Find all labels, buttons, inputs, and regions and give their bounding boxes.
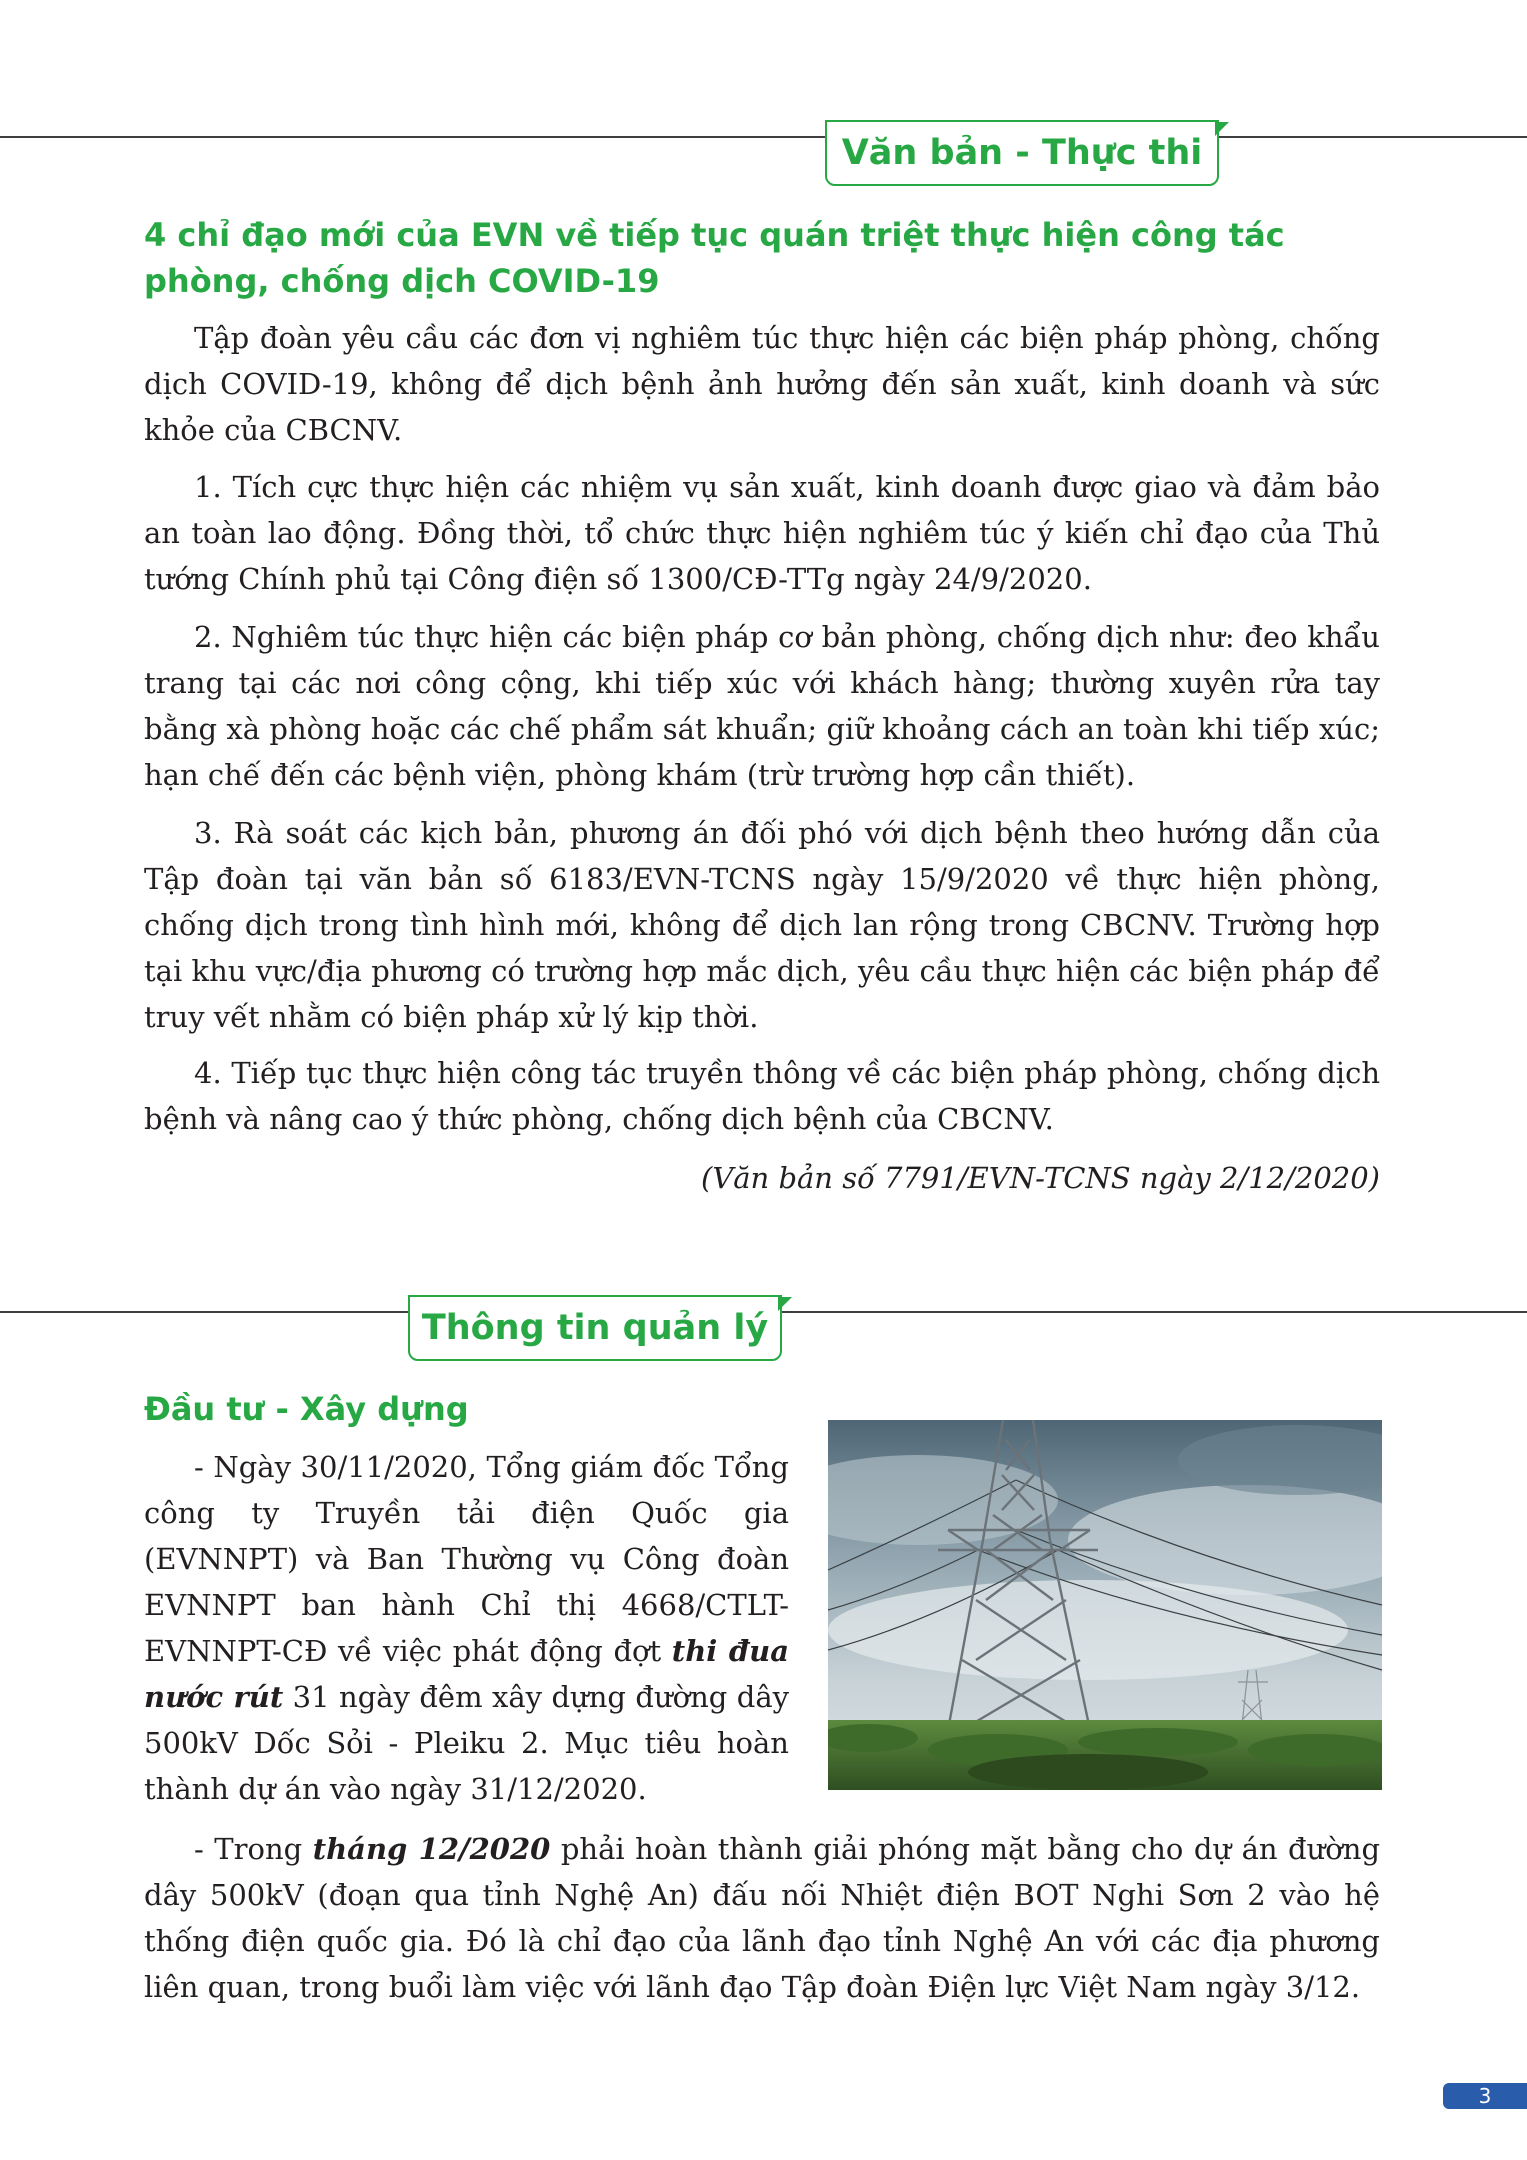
- page-number: 3: [1478, 2084, 1492, 2108]
- emphasis-text: tháng 12/2020: [312, 1832, 551, 1866]
- transmission-tower-photo: [828, 1420, 1382, 1790]
- section-label-text: Văn bản - Thực thi: [841, 133, 1203, 173]
- section-rule-top: [0, 136, 1527, 138]
- paragraph-text: phải hoàn thành giải phóng mặt bằng cho dự án đường dây 500kV (đoạn qua tỉnh Nghệ An) đấu nối Nhiệt điện BOT Nghi Sơn 2 vào hệ thống điện quốc gia. Đó là chỉ đạo của lãnh đạo tỉnh Nghệ An với các địa phương liên quan, trong buổi làm việc với lãnh đạo Tập đoàn Điện lực Việt Nam ngày 3/12.: [144, 1832, 1381, 2004]
- paragraph-text: 31 ngày đêm xây dựng đường dây 500kV Dốc Sỏi - Pleiku 2. Mục tiêu hoàn thành dự án vào ngày 31/12/2020.: [144, 1680, 789, 1806]
- directive-item-4: 4. Tiếp tục thực hiện công tác truyền thông về các biện pháp phòng, chống dịch bệnh và nâng cao ý thức phòng, chống dịch bệnh của CBCNV.: [144, 1056, 1380, 1136]
- section-label-van-ban: [825, 120, 1219, 186]
- section-label-thong-tin: [408, 1295, 782, 1361]
- paragraph-text: - Trong: [194, 1832, 313, 1866]
- directive-item-3: 3. Rà soát các kịch bản, phương án đối phó với dịch bệnh theo hướng dẫn của Tập đoàn tại văn bản số 6183/EVN-TCNS ngày 15/9/2020 về thực hiện phòng, chống dịch trong tình hình mới, không để dịch lan rộng trong CBCNV. Trường hợp tại khu vực/địa phương có trường hợp mắc dịch, yêu cầu thực hiện các biện pháp để truy vết nhằm có biện pháp xử lý kịp thời.: [144, 816, 1380, 1034]
- emphasis-text: thi đua nước rút: [144, 1634, 789, 1714]
- tab-notch-decoration: [778, 1297, 792, 1311]
- paragraph-text: - Ngày 30/11/2020, Tổng giám đốc Tổng công ty Truyền tải điện Quốc gia (EVNNPT) và Ban Thường vụ Công đoàn EVNNPT ban hành Chỉ thị 4668/CTLT-EVNNPT-CĐ về việc phát động đợt: [144, 1450, 789, 1668]
- source-citation: (Văn bản số 7791/EVN-TCNS ngày 2/12/2020): [701, 1161, 1380, 1195]
- investment-paragraph-1: [144, 1444, 789, 1812]
- section-label-text: Thông tin quản lý: [421, 1308, 769, 1348]
- intro-paragraph: Tập đoàn yêu cầu các đơn vị nghiêm túc thực hiện các biện pháp phòng, chống dịch COVID-19, không để dịch bệnh ảnh hưởng đến sản xuất, kinh doanh và sức khỏe của CBCNV.: [144, 321, 1380, 447]
- directive-item-1: 1. Tích cực thực hiện các nhiệm vụ sản xuất, kinh doanh được giao và đảm bảo an toàn lao động. Đồng thời, tổ chức thực hiện nghiêm túc ý kiến chỉ đạo của Thủ tướng Chính phủ tại Công điện số 1300/CĐ-TTg ngày 24/9/2020.: [144, 470, 1380, 596]
- investment-paragraph-2: [144, 1826, 1380, 2010]
- tab-notch-decoration: [1215, 122, 1229, 136]
- article-heading: 4 chỉ đạo mới của EVN về tiếp tục quán triệt thực hiện công tác phòng, chống dịch COVID-19: [144, 216, 1285, 300]
- subsection-heading: Đầu tư - Xây dựng: [144, 1390, 469, 1428]
- directive-item-2: 2. Nghiêm túc thực hiện các biện pháp cơ bản phòng, chống dịch như: đeo khẩu trang tại các nơi công cộng, khi tiếp xúc với khách hàng; thường xuyên rửa tay bằng xà phòng hoặc các chế phẩm sát khuẩn; giữ khoảng cách an toàn khi tiếp xúc; hạn chế đến các bệnh viện, phòng khám (trừ trường hợp cần thiết).: [144, 620, 1380, 792]
- page-number-badge: [1443, 2083, 1527, 2109]
